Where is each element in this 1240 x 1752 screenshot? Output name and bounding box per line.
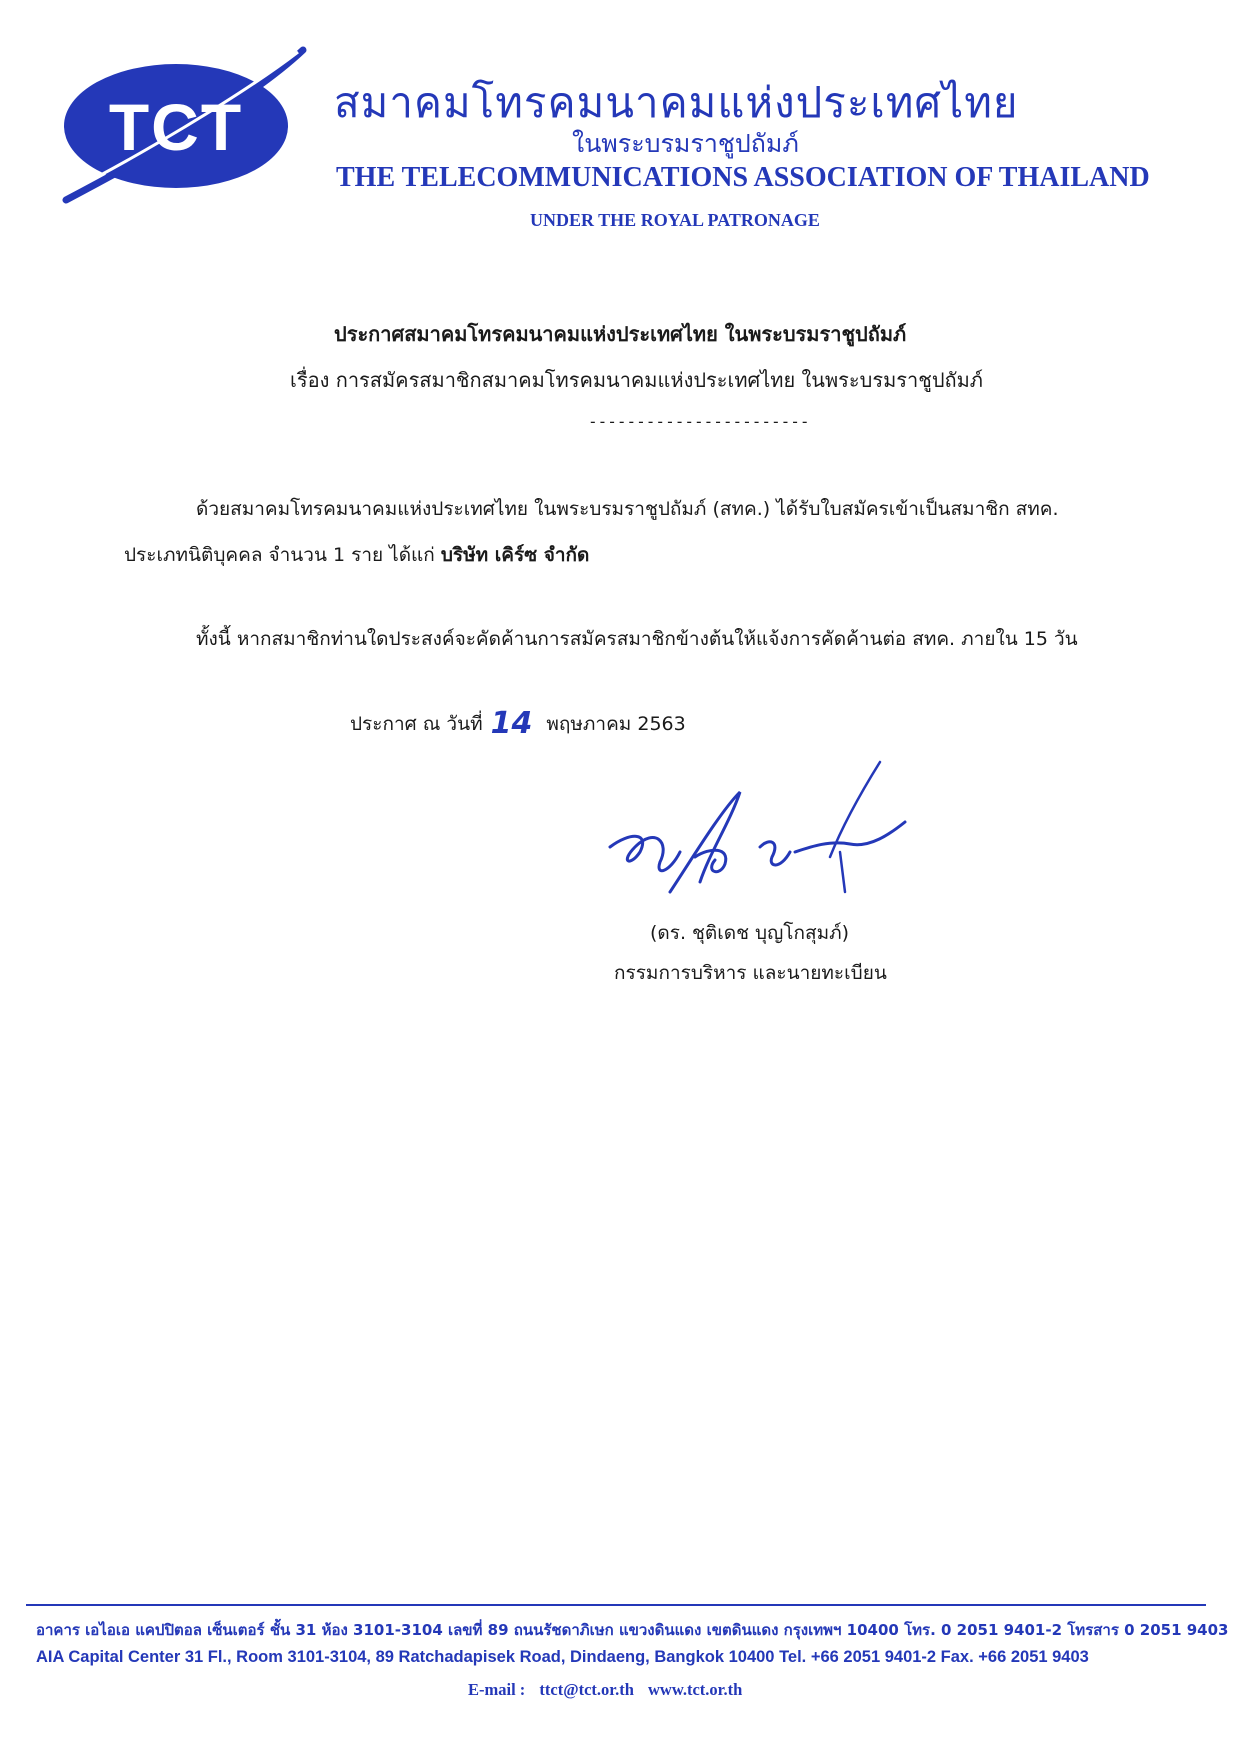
- paragraph-1-line-2: [124, 540, 589, 570]
- signature: [600, 752, 930, 912]
- company-name: บริษัท เคิร์ซ จำกัด: [440, 544, 590, 566]
- org-name-en: THE TELECOMMUNICATIONS ASSOCIATION OF THAILAND: [336, 162, 1150, 193]
- footer-rule: [26, 1604, 1206, 1606]
- footer-address-en: AIA Capital Center 31 Fl., Room 3101-3104, 89 Ratchadapisek Road, Dindaeng, Bangkok 10400 Tel. +66 2051 9401-2 Fax. +66 2051 9403: [36, 1648, 1089, 1666]
- website-link[interactable]: www.tct.or.th: [648, 1680, 743, 1699]
- email-link[interactable]: ttct@tct.or.th: [539, 1680, 634, 1699]
- signatory-position: กรรมการบริหาร และนายทะเบียน: [614, 962, 887, 984]
- announcement-date: [350, 706, 686, 741]
- paragraph-1-line-1: ด้วยสมาคมโทรคมนาคมแห่งประเทศไทย ในพระบรมราชูปถัมภ์ (สทค.) ได้รับใบสมัครเข้าเป็นสมาชิก สทค.: [196, 498, 1059, 520]
- paragraph-2: ทั้งนี้ หากสมาชิกท่านใดประสงค์จะคัดค้านการสมัครสมาชิกข้างต้นให้แจ้งการคัดค้านต่อ สทค. ภายใน 15 วัน: [196, 628, 1078, 650]
- date-prefix: ประกาศ ณ วันที่: [350, 713, 483, 735]
- announcement-subject: เรื่อง การสมัครสมาชิกสมาคมโทรคมนาคมแห่งประเทศไทย ในพระบรมราชูปถัมภ์: [290, 368, 983, 392]
- footer-contact: [468, 1680, 752, 1700]
- date-suffix: พฤษภาคม 2563: [546, 713, 686, 735]
- announcement-title: ประกาศสมาคมโทรคมนาคมแห่งประเทศไทย ในพระบรมราชูปถัมภ์: [334, 322, 907, 346]
- date-day: 14: [490, 706, 533, 741]
- signatory-name: (ดร. ชุติเดช บุญโกสุมภ์): [650, 922, 850, 944]
- tct-logo: [48, 42, 310, 212]
- org-name-th: สมาคมโทรคมนาคมแห่งประเทศไทย: [334, 78, 1019, 127]
- email-label: E-mail :: [468, 1680, 526, 1699]
- logo-text: TCT: [108, 90, 244, 164]
- org-patronage-en: UNDER THE ROYAL PATRONAGE: [530, 210, 820, 230]
- footer-address-th: อาคาร เอไอเอ แคปปิตอล เซ็นเตอร์ ชั้น 31 ห้อง 3101-3104 เลขที่ 89 ถนนรัชดาภิเษก แขวงดินแดง เขตดินแดง กรุงเทพฯ 10400 โทร. 0 2051 9401-2 โทรสาร 0 2051 9403: [36, 1621, 1229, 1639]
- org-patronage-th: ในพระบรมราชูปถัมภ์: [572, 129, 799, 158]
- paragraph-1-line-2-prefix: ประเภทนิติบุคคล จำนวน 1 ราย ได้แก่: [124, 544, 435, 566]
- divider: -----------------------: [588, 412, 810, 431]
